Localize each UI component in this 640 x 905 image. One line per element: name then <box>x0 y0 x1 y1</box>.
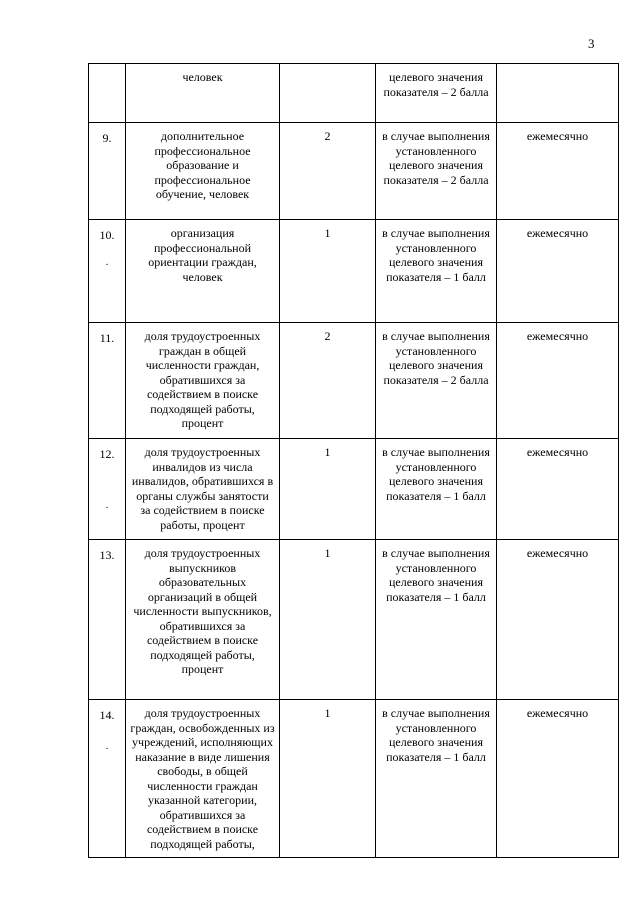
period: ежемесячно <box>526 226 589 240</box>
dot-mark: · <box>105 259 109 271</box>
indicator-name: доля трудоустроенных выпускников образовательных организаций в общей численности выпускников, обратившихся за содействием в поиске подходящей работы, процент <box>133 546 272 676</box>
row-number: 12. <box>99 447 115 461</box>
indicator-name: доля трудоустроенных граждан, освобожденных из учреждений, исполняющих наказание в виде лишения свободы, в общей численности граждан указанной категории, обратившихся за содействием в поиске подходящей работы, <box>130 706 275 851</box>
score-cell <box>280 123 376 220</box>
indicator-name-cell <box>126 123 280 220</box>
row-number: 13. <box>99 548 115 562</box>
dot-mark: · <box>105 743 109 755</box>
score: 1 <box>324 445 331 459</box>
row-number: 11. <box>99 331 115 345</box>
condition: в случае выполнения установленного целевого значения показателя – 2 балла <box>382 329 490 387</box>
row-number-cell <box>89 439 126 540</box>
score: 2 <box>324 129 331 143</box>
score-cell <box>280 540 376 700</box>
table-row <box>89 540 619 700</box>
condition: целевого значения показателя – 2 балла <box>383 70 489 99</box>
indicator-name: доля трудоустроенных граждан в общей численности граждан, обратившихся за содействием в поиске подходящей работы, процент <box>144 329 261 430</box>
period-cell <box>497 700 619 858</box>
indicator-table <box>88 63 619 858</box>
indicator-name: человек <box>182 70 223 84</box>
period: ежемесячно <box>526 546 589 560</box>
indicator-name-cell <box>126 64 280 123</box>
indicator-name: организация профессиональной ориентации граждан, человек <box>148 226 257 284</box>
score-cell <box>280 439 376 540</box>
table-row <box>89 64 619 123</box>
condition-cell <box>376 323 497 439</box>
condition-cell <box>376 540 497 700</box>
period-cell <box>497 540 619 700</box>
condition: в случае выполнения установленного целевого значения показателя – 1 балл <box>382 226 490 284</box>
row-number-cell <box>89 700 126 858</box>
indicator-name-cell <box>126 323 280 439</box>
indicator-name: дополнительное профессиональное образование и профессиональное обучение, человек <box>154 129 251 201</box>
condition: в случае выполнения установленного целевого значения показателя – 1 балл <box>382 546 490 604</box>
indicator-name-cell <box>126 700 280 858</box>
table-row <box>89 123 619 220</box>
table-row <box>89 220 619 323</box>
condition-cell <box>376 64 497 123</box>
row-number-cell <box>89 540 126 700</box>
row-number-cell <box>89 323 126 439</box>
condition-cell <box>376 123 497 220</box>
condition-cell <box>376 439 497 540</box>
period-cell <box>497 220 619 323</box>
score: 1 <box>324 546 331 560</box>
dot-mark: · <box>105 502 109 514</box>
condition: в случае выполнения установленного целевого значения показателя – 2 балла <box>382 129 490 187</box>
row-number-cell <box>89 220 126 323</box>
period: ежемесячно <box>526 129 589 143</box>
score: 1 <box>324 706 331 720</box>
period-cell <box>497 123 619 220</box>
condition-cell <box>376 220 497 323</box>
condition-cell <box>376 700 497 858</box>
score: 1 <box>324 226 331 240</box>
score-cell <box>280 64 376 123</box>
indicator-name-cell <box>126 220 280 323</box>
period: ежемесячно <box>526 706 589 720</box>
score-cell <box>280 323 376 439</box>
page-number: 3 <box>588 36 595 51</box>
row-number: 9. <box>102 131 112 145</box>
row-number-cell <box>89 64 126 123</box>
table-row <box>89 700 619 858</box>
row-number: 10. <box>99 228 115 242</box>
score-cell <box>280 220 376 323</box>
score: 2 <box>324 329 331 343</box>
score-cell <box>280 700 376 858</box>
row-number-cell <box>89 123 126 220</box>
indicator-name-cell <box>126 540 280 700</box>
period: ежемесячно <box>526 329 589 343</box>
period-cell <box>497 439 619 540</box>
indicator-name-cell <box>126 439 280 540</box>
period-cell <box>497 64 619 123</box>
period: ежемесячно <box>526 445 589 459</box>
row-number: 14. <box>99 708 115 722</box>
condition: в случае выполнения установленного целевого значения показателя – 1 балл <box>382 706 490 764</box>
table-row <box>89 323 619 439</box>
indicator-name: доля трудоустроенных инвалидов из числа инвалидов, обратившихся в органы службы занятости за содействием в поиске работы, процент <box>131 445 274 532</box>
table-row <box>89 439 619 540</box>
condition: в случае выполнения установленного целевого значения показателя – 1 балл <box>382 445 490 503</box>
period-cell <box>497 323 619 439</box>
